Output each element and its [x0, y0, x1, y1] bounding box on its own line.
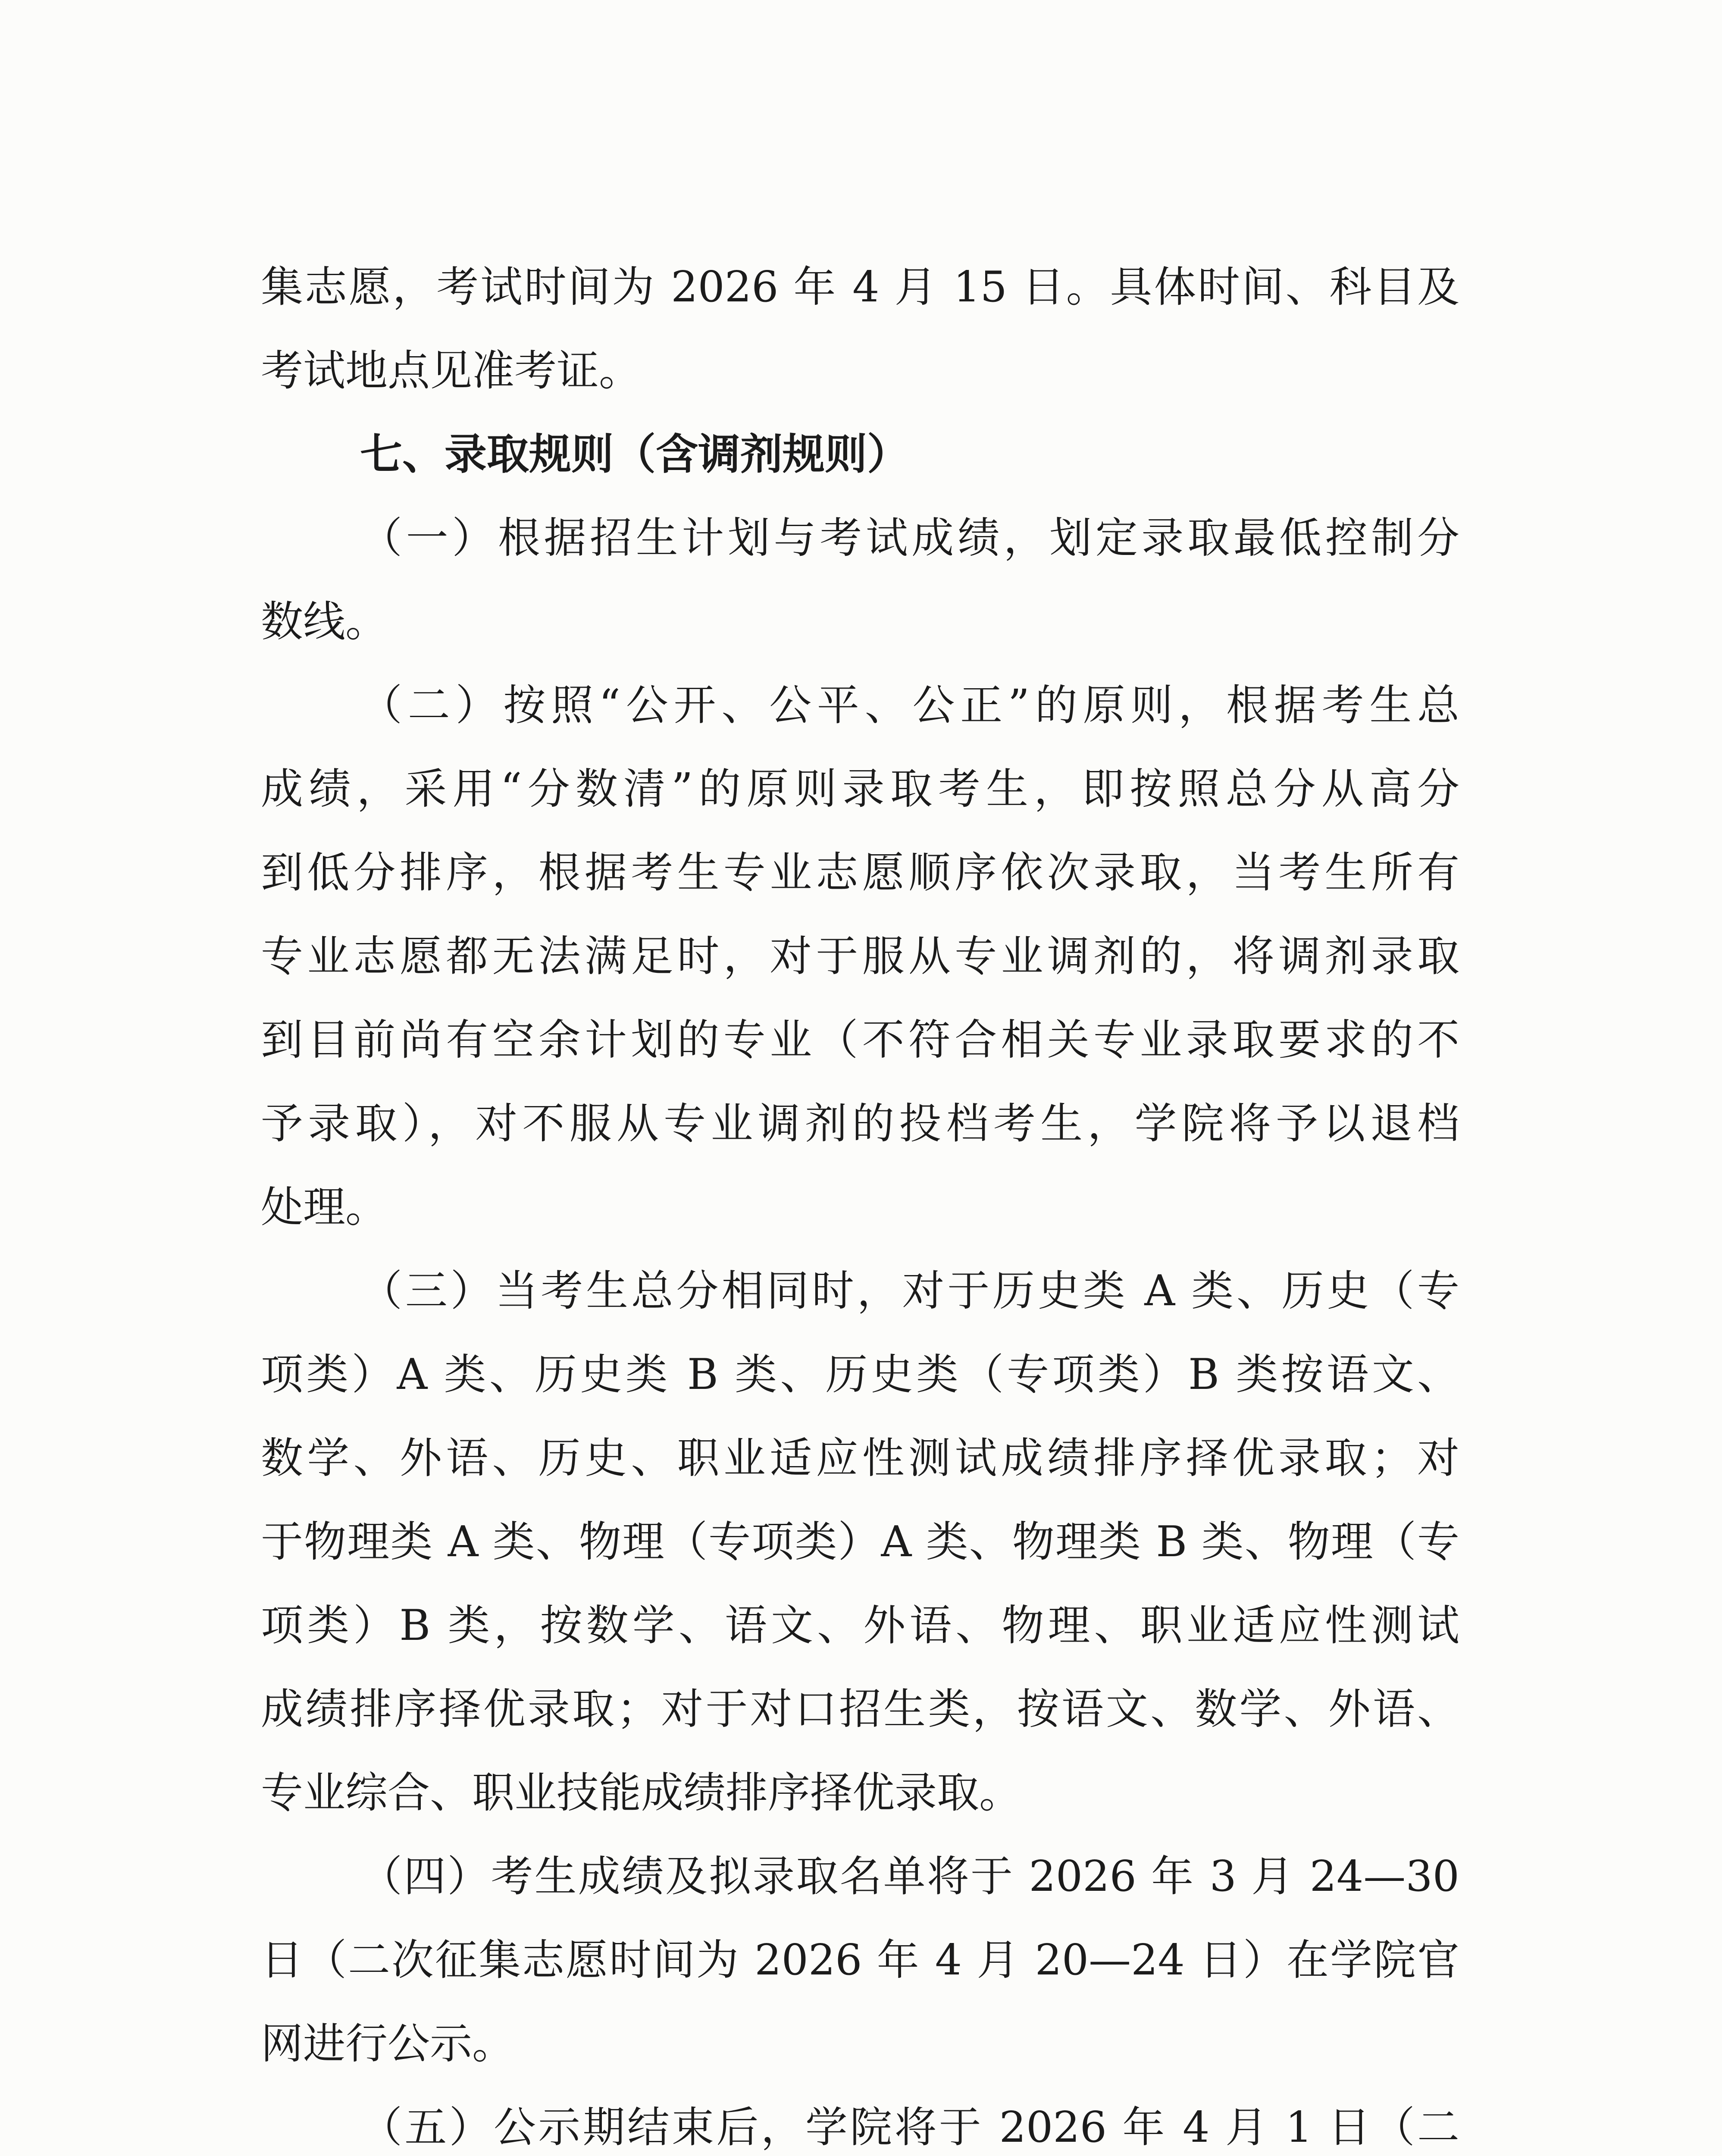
text-line: 网进行公示。 — [261, 2019, 515, 2068]
rule-paragraph-2 — [261, 664, 1459, 1249]
text-line: （四）考生成绩及拟录取名单将于 2026 年 3 月 24—30 — [360, 1852, 1459, 1901]
text-line: 项类）B 类，按数学、语文、外语、物理、职业适应性测试 — [261, 1601, 1459, 1650]
text-line: 专业志愿都无法满足时，对于服从专业调剂的，将调剂录取 — [261, 932, 1459, 981]
text-line: 日（二次征集志愿时间为 2026 年 4 月 20—24 日）在学院官 — [261, 1936, 1459, 1985]
rule-paragraph-1 — [261, 496, 1459, 664]
text-line: 于物理类 A 类、物理（专项类）A 类、物理类 B 类、物理（专 — [261, 1517, 1459, 1567]
text-line: 专业综合、职业技能成绩排序择优录取。 — [261, 1768, 1022, 1818]
text-line: （二）按照“公开、公平、公正”的原则，根据考生总 — [360, 681, 1459, 730]
rule-paragraph-3 — [261, 1249, 1459, 1835]
text-line: 到低分排序，根据考生专业志愿顺序依次录取，当考生所有 — [261, 848, 1459, 897]
text-line: 集志愿，考试时间为 2026 年 4 月 15 日。具体时间、科目及 — [261, 263, 1459, 312]
text-line: 项类）A 类、历史类 B 类、历史类（专项类）B 类按语文、 — [261, 1350, 1459, 1399]
section-heading: 七、录取规则（含调剂规则） — [360, 429, 910, 479]
continued-paragraph — [261, 245, 1459, 413]
text-line: 数学、外语、历史、职业适应性测试成绩排序择优录取；对 — [261, 1434, 1459, 1483]
text-line: 处理。 — [261, 1183, 388, 1232]
text-line: 考试地点见准考证。 — [261, 346, 642, 395]
text-line: 到目前尚有空余计划的专业（不符合相关专业录取要求的不 — [261, 1015, 1459, 1065]
text-line: 予录取），对不服从专业调剂的投档考生，学院将予以退档 — [261, 1099, 1459, 1148]
text-line: （一）根据招生计划与考试成绩，划定录取最低控制分 — [360, 514, 1459, 563]
rule-paragraph-5 — [261, 2086, 1459, 2156]
text-line: 成绩排序择优录取；对于对口招生类，按语文、数学、外语、 — [261, 1685, 1459, 1734]
document-body — [261, 245, 1459, 2156]
text-line: 成绩，采用“分数清”的原则录取考生，即按照总分从高分 — [261, 765, 1459, 814]
rule-paragraph-4 — [261, 1835, 1459, 2086]
text-line: （五）公示期结束后，学院将于 2026 年 4 月 1 日（二 — [360, 2103, 1459, 2152]
text-line: （三）当考生总分相同时，对于历史类 A 类、历史（专 — [360, 1266, 1459, 1316]
text-line: 数线。 — [261, 597, 388, 646]
